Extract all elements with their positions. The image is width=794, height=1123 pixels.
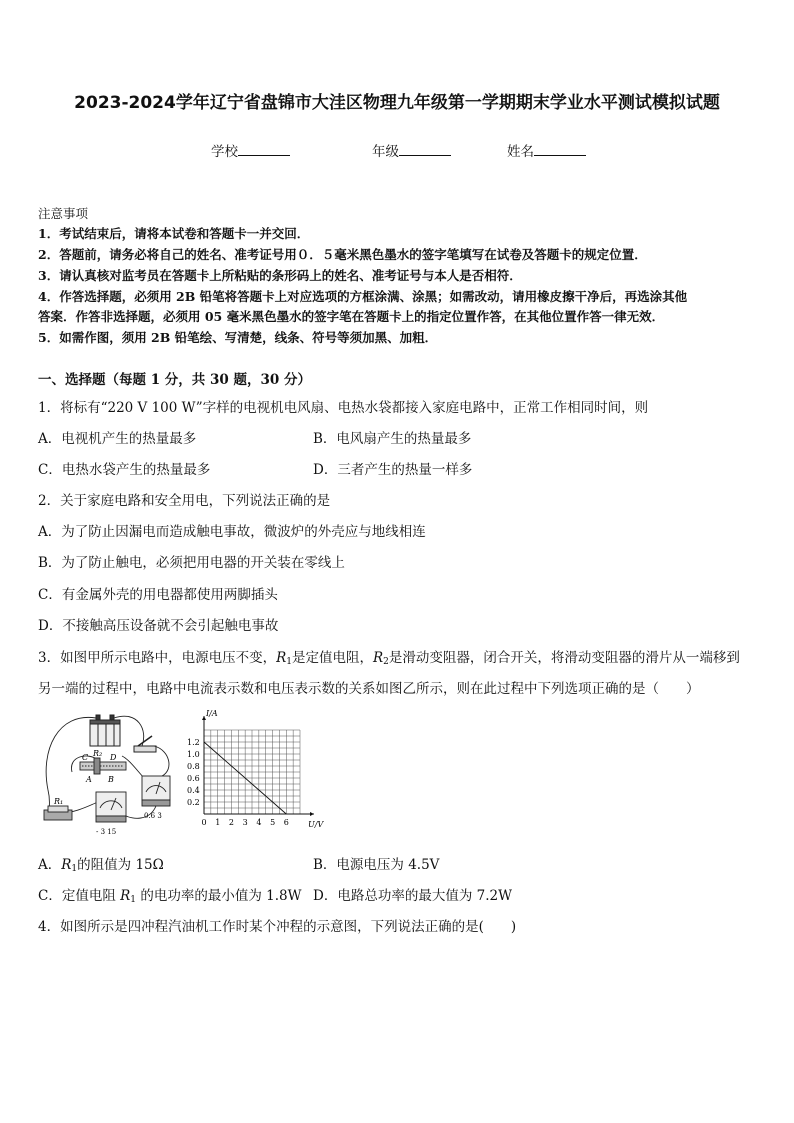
r2-subscript: 2	[383, 657, 389, 667]
label-a: A	[86, 775, 92, 784]
y-tick-label: 1.2	[187, 738, 200, 747]
q3-stem-part: 是滑动变阻器，闭合开关，将滑动变阻器的滑片从一端移到	[388, 650, 740, 666]
question-2-stem: 2．关于家庭电路和安全用电，下列说法正确的是	[38, 493, 331, 509]
notice-heading: 注意事项	[38, 206, 89, 221]
school-blank	[238, 143, 290, 156]
y-tick-label: 0.8	[187, 762, 200, 771]
x-tick-label: 5	[270, 818, 276, 827]
question-1-stem: 1．将标有“220 V 100 W”字样的电视机电风扇、电热水袋都接入家庭电路中，正常工作相同时间，则	[38, 400, 649, 416]
q3-stem-part: 3．如图甲所示电路中，电源电压不变，	[38, 650, 277, 666]
notice-item: 答案．作答非选择题，必须用 05 毫米黑色墨水的签字笔在答题卡上的指定位置作答，在其他位置作答一律无效．	[38, 309, 665, 324]
x-tick-label: 0	[201, 818, 207, 827]
r1-symbol: R	[120, 888, 131, 904]
battery-icon	[90, 715, 120, 746]
x-tick-label: 4	[256, 818, 262, 827]
y-tick-label: 1.0	[187, 750, 200, 759]
question-2-option-c: C．有金属外壳的用电器都使用两脚插头	[38, 587, 278, 603]
x-tick-label: 6	[283, 818, 289, 827]
question-3-option-a	[38, 853, 164, 874]
grade-blank	[399, 143, 451, 156]
q3-stem-part: 是定值电阻，	[292, 650, 373, 666]
ammeter-scale: - 3 15	[96, 828, 117, 836]
chart-grid	[204, 730, 300, 814]
y-tick-label: 0.6	[187, 774, 200, 783]
question-2-option-a: A．为了防止因漏电而造成触电事故，微波炉的外壳应与地线相连	[38, 524, 426, 540]
question-1-option-c: C．电热水袋产生的热量最多	[38, 462, 211, 478]
question-1-option-d: D．三者产生的热量一样多	[313, 462, 473, 478]
voltmeter-scale: 0.6 3	[144, 812, 162, 820]
voltmeter-icon	[142, 776, 170, 806]
label-d: D	[110, 753, 117, 762]
section-heading: 一、选择题（每题 1 分，共 30 题，30 分）	[38, 372, 311, 388]
notice-item: 5．如需作图，须用 2B 铅笔绘、写清楚，线条、符号等须加黑、加粗．	[38, 330, 438, 345]
r1-subscript: 1	[71, 864, 78, 874]
r1-subscript: 1	[286, 657, 292, 667]
school-field	[211, 140, 290, 160]
q3c-part: 的电功率的最小值为 1.8W	[136, 888, 302, 904]
y-tick-label: 0.4	[187, 786, 200, 795]
q3a-part: A．	[38, 857, 62, 873]
resistor-r1-icon	[44, 806, 72, 820]
x-axis-label: U/V	[308, 820, 324, 829]
circuit-figure	[38, 710, 178, 838]
label-b: B	[108, 775, 114, 784]
y-tick-label: 0.2	[187, 798, 200, 807]
notice-item: 1．考试结束后，请将本试卷和答题卡一并交回．	[38, 226, 310, 241]
q3c-part: C．定值电阻	[38, 888, 121, 904]
question-1-option-a: A．电视机产生的热量最多	[38, 431, 197, 447]
x-tick-label: 3	[242, 818, 248, 827]
question-2-option-d: D．不接触高压设备就不会引起触电事故	[38, 618, 279, 634]
iu-graph	[184, 704, 334, 834]
question-3-option-b: B．电源电压为 4.5V	[313, 857, 440, 873]
x-axis-arrow	[310, 812, 314, 816]
label-r2: R₂	[93, 749, 103, 758]
name-field	[507, 140, 586, 160]
name-blank	[534, 143, 586, 156]
y-axis-label: I/A	[206, 709, 218, 718]
x-tick-label: 2	[228, 818, 235, 827]
question-3-stem-line2: 另一端的过程中，电路中电流表示数和电压表示数的关系如图乙所示，则在此过程中下列选项正确的是（ ）	[38, 681, 700, 697]
notice-item: 3．请认真核对监考员在答题卡上所粘贴的条形码上的姓名、准考证号与本人是否相符．	[38, 268, 522, 283]
r1-symbol: R	[61, 857, 72, 873]
x-tick-label: 1	[215, 818, 221, 827]
switch-icon	[134, 736, 156, 752]
label-r1: R₁	[54, 797, 64, 806]
grade-label: 年级	[372, 144, 399, 160]
q3a-part: 的阻值为 15Ω	[77, 857, 164, 873]
page-title: 2023-2024学年辽宁省盘锦市大洼区物理九年级第一学期期末学业水平测试模拟试题	[74, 93, 720, 113]
question-4-stem: 4．如图所示是四冲程汽油机工作时某个冲程的示意图，下列说法正确的是( )	[38, 919, 517, 935]
r1-subscript: 1	[130, 895, 137, 905]
school-label: 学校	[211, 144, 238, 160]
label-c: C	[82, 753, 89, 762]
grade-field	[372, 140, 451, 160]
r1-symbol: R	[276, 650, 287, 666]
question-1-option-b: B．电风扇产生的热量最多	[313, 431, 472, 447]
question-3-stem	[38, 646, 740, 667]
name-label: 姓名	[507, 144, 534, 160]
question-3-option-d: D．电路总功率的最大值为 7.2W	[313, 888, 512, 904]
question-3-option-c	[38, 884, 301, 905]
question-2-option-b: B．为了防止触电，必须把用电器的开关装在零线上	[38, 555, 345, 571]
notice-item: 4．作答选择题，必须用 2B 铅笔将答题卡上对应选项的方框涂满、涂黑；如需改动，请用橡皮擦干净后，再选涂其他	[38, 289, 688, 304]
ammeter-icon	[96, 792, 126, 822]
notice-item: 2．答题前，请务必将自己的姓名、准考证号用０．５毫米黑色墨水的签字笔填写在试卷及答题卡的规定位置．	[38, 247, 647, 262]
r2-symbol: R	[373, 650, 384, 666]
